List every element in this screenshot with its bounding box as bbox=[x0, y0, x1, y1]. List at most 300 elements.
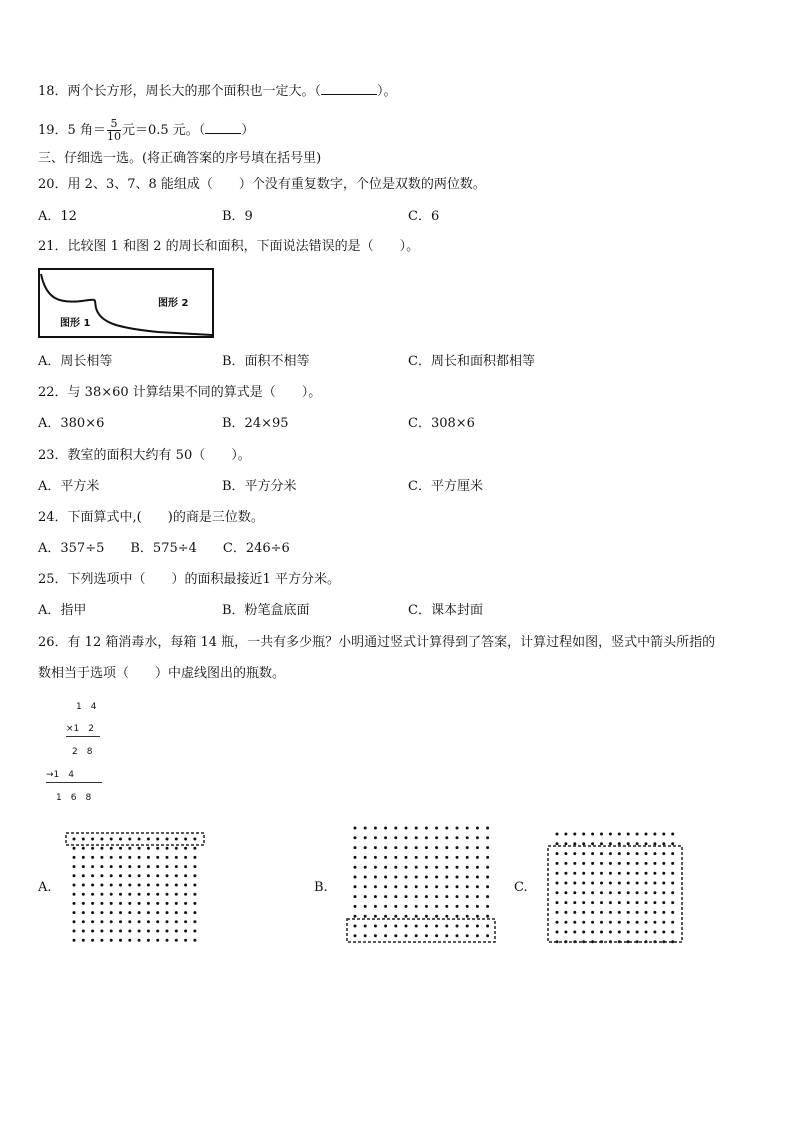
bottle-dot bbox=[175, 911, 178, 914]
answer-blank-18[interactable] bbox=[321, 94, 377, 95]
bottle-dot bbox=[645, 901, 648, 904]
bottle-dot bbox=[128, 911, 131, 914]
bottle-dot bbox=[573, 842, 576, 845]
bottle-dot bbox=[394, 905, 397, 908]
bottle-dot bbox=[466, 885, 469, 888]
bottle-dot bbox=[119, 939, 122, 942]
bottle-dot bbox=[618, 833, 621, 836]
bottle-dot bbox=[100, 939, 103, 942]
bottle-dot bbox=[384, 925, 387, 928]
question-20-stem: 20．用 2、3、7、8 能组成（ ）个没有重复数字，个位是双数的两位数。 bbox=[38, 177, 486, 192]
fraction bbox=[107, 118, 121, 143]
bottle-dot bbox=[147, 847, 150, 850]
bottle-dot bbox=[618, 862, 621, 865]
bottle-dot bbox=[671, 842, 674, 845]
q20-option-a[interactable]: A．12 bbox=[38, 209, 77, 224]
bottle-dot bbox=[645, 931, 648, 934]
bottle-dot bbox=[184, 847, 187, 850]
bottle-dot bbox=[636, 901, 639, 904]
bottle-dot bbox=[82, 847, 85, 850]
bottle-dot bbox=[645, 833, 648, 836]
bottle-dot bbox=[354, 905, 357, 908]
bottle-dot bbox=[618, 852, 621, 855]
bottle-dot bbox=[582, 882, 585, 885]
bottle-dot bbox=[556, 891, 559, 894]
bottle-dot bbox=[100, 893, 103, 896]
bottle-dot bbox=[671, 931, 674, 934]
bottle-dot bbox=[556, 833, 559, 836]
bottle-dot bbox=[73, 911, 76, 914]
bottle-dot bbox=[384, 915, 387, 918]
bottle-dot bbox=[415, 876, 418, 879]
bottle-dot bbox=[405, 925, 408, 928]
bottle-dot bbox=[138, 920, 141, 923]
bottle-dot bbox=[653, 921, 656, 924]
bottle-dot bbox=[582, 921, 585, 924]
bottle-dot bbox=[618, 882, 621, 885]
bottle-dot bbox=[184, 902, 187, 905]
bottle-dot bbox=[627, 852, 630, 855]
bottle-dot bbox=[354, 925, 357, 928]
bottle-dot bbox=[138, 847, 141, 850]
bottle-dot bbox=[636, 911, 639, 914]
bottle-dot bbox=[556, 882, 559, 885]
bottle-dot bbox=[636, 852, 639, 855]
bottle-dot bbox=[486, 885, 489, 888]
bottle-dot bbox=[456, 846, 459, 849]
bottle-dot bbox=[166, 865, 169, 868]
bottle-dot bbox=[435, 836, 438, 839]
bottle-dot bbox=[573, 891, 576, 894]
bottle-dot bbox=[128, 920, 131, 923]
bottle-dot bbox=[91, 902, 94, 905]
bottle-dot bbox=[645, 852, 648, 855]
question-19 bbox=[38, 118, 254, 143]
bottle-dot bbox=[128, 902, 131, 905]
bottle-dot bbox=[415, 934, 418, 937]
bottle-dot bbox=[466, 915, 469, 918]
bottle-dot bbox=[138, 874, 141, 877]
bottle-dot bbox=[156, 865, 159, 868]
bottle-dot bbox=[193, 911, 196, 914]
bottle-dot bbox=[653, 852, 656, 855]
question-22-stem: 22．与 38×60 计算结果不同的算式是（ ）。 bbox=[38, 385, 322, 400]
bottle-dot bbox=[456, 934, 459, 937]
bottle-dot bbox=[82, 920, 85, 923]
bottle-dot bbox=[384, 934, 387, 937]
bottle-dot bbox=[128, 884, 131, 887]
question-26-stem-line2: 数相当于选项（ ）中虚线图出的瓶数。 bbox=[38, 666, 286, 681]
bottle-dot bbox=[466, 905, 469, 908]
bottle-dot bbox=[184, 920, 187, 923]
bottle-dot bbox=[564, 852, 567, 855]
bottle-dot bbox=[671, 882, 674, 885]
bottle-dot bbox=[354, 866, 357, 869]
q22-option-b[interactable]: B．24×95 bbox=[222, 416, 289, 431]
bottle-dot bbox=[636, 931, 639, 934]
bottle-dot bbox=[600, 891, 603, 894]
bottle-dot bbox=[193, 920, 196, 923]
bottle-dot bbox=[184, 930, 187, 933]
q23-option-c[interactable]: C．平方厘米 bbox=[408, 479, 483, 494]
bottle-dot bbox=[184, 893, 187, 896]
bottle-dot bbox=[564, 833, 567, 836]
bottle-dot bbox=[476, 915, 479, 918]
bottle-dot bbox=[556, 911, 559, 914]
bottle-dot bbox=[415, 856, 418, 859]
bottle-dot bbox=[394, 925, 397, 928]
bottle-dot bbox=[671, 891, 674, 894]
bottle-dot bbox=[394, 885, 397, 888]
answer-blank-19[interactable] bbox=[205, 133, 241, 134]
bottle-dot bbox=[653, 931, 656, 934]
bottle-dot bbox=[119, 865, 122, 868]
bottle-dot bbox=[193, 884, 196, 887]
bottle-dot bbox=[374, 836, 377, 839]
bottle-dot bbox=[394, 915, 397, 918]
bottle-dot bbox=[627, 891, 630, 894]
bottle-dot bbox=[166, 920, 169, 923]
bottle-dot bbox=[119, 893, 122, 896]
bottle-dot bbox=[73, 856, 76, 859]
bottle-dot bbox=[609, 911, 612, 914]
bottle-dot bbox=[175, 902, 178, 905]
bottle-dot bbox=[591, 852, 594, 855]
bottle-dot bbox=[138, 902, 141, 905]
bottle-dot bbox=[166, 856, 169, 859]
bottle-dot bbox=[653, 911, 656, 914]
bottle-dot bbox=[175, 893, 178, 896]
bottle-dot bbox=[476, 856, 479, 859]
bottle-dot bbox=[175, 884, 178, 887]
bottle-dot bbox=[591, 862, 594, 865]
calc-rule-2 bbox=[46, 782, 102, 783]
bottle-dot bbox=[573, 852, 576, 855]
bottle-dot bbox=[600, 921, 603, 924]
bottle-dot bbox=[466, 895, 469, 898]
bottle-dot bbox=[82, 838, 85, 841]
bottle-dot bbox=[600, 862, 603, 865]
bottle-dot bbox=[456, 925, 459, 928]
bottle-dot bbox=[394, 866, 397, 869]
bottle-dot bbox=[627, 901, 630, 904]
bottle-dot bbox=[582, 901, 585, 904]
bottle-dot bbox=[435, 846, 438, 849]
bottle-dot bbox=[138, 930, 141, 933]
q18-text-a: 18．两个长方形，周长大的那个面积也一定大。（ bbox=[38, 84, 322, 99]
bottle-dot bbox=[425, 934, 428, 937]
bottle-dot bbox=[486, 836, 489, 839]
bottle-dot bbox=[138, 856, 141, 859]
bottle-dot bbox=[193, 893, 196, 896]
bottle-dot bbox=[653, 872, 656, 875]
bottle-dot bbox=[147, 856, 150, 859]
bottle-dot bbox=[564, 911, 567, 914]
bottle-dot bbox=[456, 876, 459, 879]
bottle-dot bbox=[445, 925, 448, 928]
bottle-dot bbox=[591, 833, 594, 836]
bottle-dot bbox=[627, 921, 630, 924]
bottle-dot bbox=[618, 921, 621, 924]
bottle-dot bbox=[364, 885, 367, 888]
bottle-dot bbox=[591, 842, 594, 845]
bottle-dot bbox=[82, 930, 85, 933]
bottle-dot bbox=[384, 866, 387, 869]
bottle-dot bbox=[193, 939, 196, 942]
bottle-dot bbox=[564, 931, 567, 934]
bottle-dot bbox=[466, 876, 469, 879]
bottle-dot bbox=[166, 893, 169, 896]
bottle-dot bbox=[609, 842, 612, 845]
bottle-dot bbox=[374, 915, 377, 918]
bottle-dot bbox=[119, 884, 122, 887]
bottle-dot bbox=[476, 905, 479, 908]
bottle-dot bbox=[156, 930, 159, 933]
section-heading: 三、仔细选一选。(将正确答案的序号填在括号里) bbox=[38, 151, 322, 166]
bottle-dot bbox=[394, 895, 397, 898]
bottle-dot bbox=[73, 939, 76, 942]
bottle-dot bbox=[175, 865, 178, 868]
bottle-dot bbox=[147, 865, 150, 868]
bottle-dot bbox=[394, 876, 397, 879]
bottle-dot bbox=[364, 925, 367, 928]
bottle-dot bbox=[354, 915, 357, 918]
bottle-dot bbox=[600, 872, 603, 875]
q25-option-b[interactable]: B．粉笔盒底面 bbox=[222, 603, 310, 618]
bottle-dot bbox=[466, 934, 469, 937]
q26-option-c-label[interactable]: C. bbox=[514, 880, 528, 895]
bottle-dot bbox=[100, 865, 103, 868]
bottle-dot bbox=[456, 895, 459, 898]
bottle-dot bbox=[354, 934, 357, 937]
bottle-dot bbox=[82, 874, 85, 877]
bottle-dot bbox=[435, 905, 438, 908]
bottle-dot bbox=[354, 895, 357, 898]
figure-1-label: 图形 1 bbox=[60, 318, 91, 329]
bottle-dot bbox=[110, 902, 113, 905]
bottle-dot bbox=[100, 874, 103, 877]
bottle-dot bbox=[671, 872, 674, 875]
bottle-dot bbox=[110, 930, 113, 933]
bottle-dot bbox=[564, 862, 567, 865]
bottle-dot bbox=[119, 874, 122, 877]
q23-option-a[interactable]: A．平方米 bbox=[38, 479, 100, 494]
bottle-dot bbox=[456, 827, 459, 830]
bottle-dot bbox=[582, 872, 585, 875]
bottle-dot bbox=[364, 866, 367, 869]
bottle-dot bbox=[653, 842, 656, 845]
bottle-dot bbox=[394, 934, 397, 937]
bottle-dot bbox=[636, 862, 639, 865]
q21-option-a[interactable]: A．周长相等 bbox=[38, 354, 113, 369]
bottle-dot bbox=[110, 865, 113, 868]
bottle-dot bbox=[662, 852, 665, 855]
bottle-dot bbox=[415, 905, 418, 908]
fraction-numerator: 5 bbox=[107, 118, 121, 131]
bottle-dot bbox=[73, 865, 76, 868]
bottle-dot bbox=[445, 846, 448, 849]
bottle-dot bbox=[156, 920, 159, 923]
bottle-dot bbox=[405, 915, 408, 918]
bottle-dot bbox=[354, 846, 357, 849]
bottle-dot bbox=[564, 891, 567, 894]
bottle-dot bbox=[671, 862, 674, 865]
bottle-dot bbox=[600, 901, 603, 904]
bottle-dot bbox=[609, 872, 612, 875]
bottle-dot bbox=[91, 856, 94, 859]
bottle-dot bbox=[100, 902, 103, 905]
bottle-dot bbox=[166, 911, 169, 914]
bottle-dot bbox=[82, 856, 85, 859]
bottle-dot bbox=[374, 905, 377, 908]
bottle-dot bbox=[147, 911, 150, 914]
bottle-dot bbox=[582, 852, 585, 855]
bottle-dot bbox=[384, 895, 387, 898]
bottle-dot bbox=[405, 905, 408, 908]
bottle-dot bbox=[175, 838, 178, 841]
bottle-dot bbox=[156, 911, 159, 914]
bottle-dot bbox=[91, 847, 94, 850]
bottle-dot bbox=[91, 865, 94, 868]
bottle-dot bbox=[556, 842, 559, 845]
bottle-dot bbox=[486, 895, 489, 898]
bottle-dot bbox=[445, 934, 448, 937]
bottle-dot bbox=[425, 836, 428, 839]
bottle-dot bbox=[618, 891, 621, 894]
bottle-dot bbox=[128, 838, 131, 841]
bottle-dot bbox=[627, 911, 630, 914]
bottle-dot bbox=[128, 874, 131, 877]
bottle-dot bbox=[119, 920, 122, 923]
bottle-dot bbox=[486, 934, 489, 937]
bottle-dot bbox=[91, 930, 94, 933]
q25-option-c[interactable]: C．课本封面 bbox=[408, 603, 483, 618]
bottle-dot bbox=[374, 856, 377, 859]
bottle-dot bbox=[156, 847, 159, 850]
bottle-dot bbox=[456, 836, 459, 839]
bottle-dot bbox=[671, 833, 674, 836]
q21-option-c[interactable]: C．周长和面积都相等 bbox=[408, 354, 535, 369]
q25-option-a[interactable]: A．指甲 bbox=[38, 603, 87, 618]
bottle-dot bbox=[425, 876, 428, 879]
bottle-dot bbox=[662, 901, 665, 904]
bottle-dot bbox=[128, 893, 131, 896]
bottle-dot bbox=[166, 939, 169, 942]
question-21-stem: 21．比较图 1 和图 2 的周长和面积，下面说法错误的是（ ）。 bbox=[38, 239, 420, 254]
bottle-dot bbox=[591, 882, 594, 885]
bottle-dot bbox=[476, 895, 479, 898]
bottle-dot bbox=[476, 846, 479, 849]
bottle-dot bbox=[415, 836, 418, 839]
bottle-dot bbox=[662, 921, 665, 924]
q24-options[interactable]: A．357÷5 B．575÷4 C．246÷6 bbox=[38, 541, 290, 556]
bottle-dot bbox=[175, 939, 178, 942]
calc-row-1: 1 4 bbox=[76, 702, 97, 712]
bottle-dot bbox=[184, 838, 187, 841]
bottle-dot bbox=[175, 930, 178, 933]
bottle-dot bbox=[653, 862, 656, 865]
q21-option-b[interactable]: B．面积不相等 bbox=[222, 354, 310, 369]
bottle-dot bbox=[445, 895, 448, 898]
bottle-dot bbox=[147, 939, 150, 942]
bottle-dot bbox=[476, 836, 479, 839]
q20-option-b[interactable]: B．9 bbox=[222, 209, 253, 224]
bottle-dot bbox=[405, 885, 408, 888]
bottle-dot bbox=[573, 921, 576, 924]
bottle-dot bbox=[384, 885, 387, 888]
bottle-dot bbox=[582, 931, 585, 934]
bottle-dot bbox=[435, 876, 438, 879]
bottle-dot bbox=[609, 833, 612, 836]
bottle-dot bbox=[374, 934, 377, 937]
bottle-dot bbox=[384, 856, 387, 859]
option-a-dot-grid[interactable] bbox=[60, 830, 210, 946]
bottle-dot bbox=[354, 827, 357, 830]
dashed-highlight-box bbox=[66, 833, 204, 845]
bottle-dot bbox=[556, 921, 559, 924]
q22-option-a[interactable]: A．380×6 bbox=[38, 416, 105, 431]
bottle-dot bbox=[445, 836, 448, 839]
bottle-dot bbox=[110, 893, 113, 896]
bottle-dot bbox=[374, 827, 377, 830]
dashed-highlight-box bbox=[548, 846, 682, 942]
bottle-dot bbox=[645, 891, 648, 894]
q26-option-b-label[interactable]: B. bbox=[314, 880, 328, 895]
bottle-dot bbox=[364, 827, 367, 830]
q23-option-b[interactable]: B．平方分米 bbox=[222, 479, 297, 494]
bottle-dot bbox=[600, 911, 603, 914]
bottle-dot bbox=[138, 838, 141, 841]
option-b-dot-grid[interactable] bbox=[343, 822, 503, 948]
bottle-dot bbox=[364, 895, 367, 898]
bottle-dot bbox=[374, 866, 377, 869]
bottle-dot bbox=[600, 842, 603, 845]
bottle-dot bbox=[662, 833, 665, 836]
option-c-dot-grid[interactable] bbox=[545, 828, 685, 946]
bottle-dot bbox=[486, 876, 489, 879]
q19-text-a: 19．5 角＝ bbox=[38, 123, 106, 138]
calc-rule-1 bbox=[66, 736, 100, 737]
bottle-dot bbox=[138, 865, 141, 868]
q19-text-c: ） bbox=[241, 123, 255, 138]
bottle-dot bbox=[405, 934, 408, 937]
bottle-dot bbox=[653, 833, 656, 836]
bottle-dot bbox=[425, 866, 428, 869]
bottle-dot bbox=[445, 827, 448, 830]
bottle-dot bbox=[415, 846, 418, 849]
bottle-dot bbox=[662, 891, 665, 894]
bottle-dot bbox=[445, 915, 448, 918]
bottle-dot bbox=[591, 872, 594, 875]
bottle-dot bbox=[645, 862, 648, 865]
bottle-dot bbox=[405, 836, 408, 839]
bottle-dot bbox=[662, 931, 665, 934]
q20-option-c[interactable]: C．6 bbox=[408, 209, 440, 224]
bottle-dot bbox=[193, 856, 196, 859]
bottle-dot bbox=[582, 862, 585, 865]
bottle-dot bbox=[609, 882, 612, 885]
bottle-dot bbox=[184, 884, 187, 887]
bottle-dot bbox=[618, 931, 621, 934]
bottle-dot bbox=[82, 911, 85, 914]
bottle-dot bbox=[147, 902, 150, 905]
q26-option-a-label[interactable]: A. bbox=[38, 880, 52, 895]
q22-option-c[interactable]: C．308×6 bbox=[408, 416, 475, 431]
bottle-dot bbox=[184, 856, 187, 859]
bottle-dot bbox=[405, 876, 408, 879]
bottle-dot bbox=[582, 842, 585, 845]
bottle-dot bbox=[435, 866, 438, 869]
